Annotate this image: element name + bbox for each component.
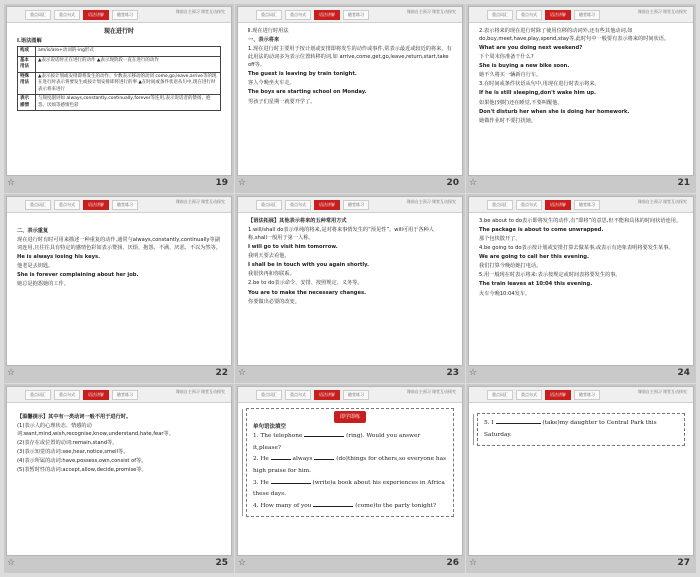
tab-practice[interactable]: 随堂练习 [112,10,138,20]
tab-grammar[interactable]: 语法讲解 [545,200,571,210]
slide-canvas [468,196,694,366]
slide-canvas [237,386,463,556]
tab-practice[interactable]: 随堂练习 [574,390,600,400]
tab-vocab[interactable]: 重点词汇 [256,10,282,20]
tab-grammar[interactable]: 语法讲解 [83,390,109,400]
tab-practice[interactable]: 随堂练习 [112,390,138,400]
slide-thumb-21[interactable] [466,4,696,193]
slide-thumb-24[interactable] [466,194,696,383]
slide-thumb-23[interactable] [235,194,465,383]
slide-canvas [6,196,232,366]
slide-thumb-22[interactable] [4,194,234,383]
star-icon[interactable]: ☆ [238,368,247,378]
tab-grammar[interactable]: 语法讲解 [545,10,571,20]
tab-sentence[interactable]: 重点句式 [285,390,311,400]
slide-thumb-26[interactable] [235,384,465,573]
top-note: 课前自主预习 课堂互动探究 [175,9,225,14]
page-number: 22 [215,368,228,378]
tab-practice[interactable]: 随堂练习 [343,390,369,400]
top-note: 课前自主预习 课堂互动探究 [637,389,687,394]
slide-title: 现在进行时 [103,28,134,35]
tab-practice[interactable]: 随堂练习 [574,10,600,20]
star-icon[interactable]: ☆ [238,558,247,568]
slide-canvas [6,6,232,176]
star-icon[interactable]: ☆ [469,178,478,188]
slide-body: 【温馨提示】其中有一类动词一般不用于进行时。 (1)表示人的心理状态、情感的动词:want,mind,wish,recognise,know,understand,hate,fear等。 (2)表存在或位置的动词:remain,stand等。 (3)表示知觉的动词:see,hear,notice,smell等。 (4)表示所属的动词:have,possess,own,consist of等。 (5)表暂时性的动词:accept,allow,decide,promise等。 [17,414,174,474]
star-icon[interactable]: ☆ [7,558,16,568]
slide-canvas [468,6,694,176]
top-note: 课前自主预习 课堂互动探究 [406,389,456,394]
tab-practice[interactable]: 随堂练习 [343,10,369,20]
slide-tabbar [238,387,462,403]
top-note: 课前自主预习 课堂互动探究 [175,389,225,394]
slide-canvas [468,386,694,556]
tab-sentence[interactable]: 重点句式 [54,200,80,210]
tab-sentence[interactable]: 重点句式 [54,390,80,400]
exercise-item: 5. I (take)my daughter to Central Park this Saturday. [484,420,657,438]
page-number: 23 [446,368,459,378]
top-note: 课前自主预习 课堂互动探究 [637,9,687,14]
answer-blank[interactable] [271,454,291,460]
slide-body: 3.be about to do表示即将发生的动作,有“即将”的意思,但不能和具体的时间状语连用。 The package is about to come unwrapped. 那个包快散开了。 4.be going to do表示按计划或安排打算去做某事,或表示有迹象表明将要发生某事。 We are going to call her this evening. 我们打算今晚给她打电话。 5.用一般现在时表示将来:表示按规定或时间表将要发生的事。 The train leaves at 10:04 this evening. 火车今晚10:04发车。 [479,218,682,297]
exercise-item: 1. The telephone (ring). Would you answer it,please? [253,433,421,451]
exercise-frame [246,408,454,517]
tab-sentence[interactable]: 重点句式 [285,10,311,20]
exercise-item: 4. How many of you (come)to the party tonight? [253,502,437,509]
page-number: 20 [446,178,459,188]
slide-thumb-19[interactable] [4,4,234,193]
exercise-item: 3. He (write)a book about his experiences in Africa these days. [253,479,445,498]
tab-vocab[interactable]: 重点词汇 [487,10,513,20]
exercise-frame [477,413,685,446]
star-icon[interactable]: ☆ [469,368,478,378]
slide-tabbar [238,7,462,23]
tab-grammar[interactable]: 语法讲解 [83,10,109,20]
answer-blank[interactable] [313,501,353,507]
slide-thumb-27[interactable] [466,384,696,573]
slide-tabbar [469,197,693,213]
grammar-table: 构成 am/is/are+动词的-ing形式 基本用法 ▲表示说话时正在进行的动作 ▲表示现阶段一直在进行的动作 特殊用法 ▲表示按计划或安排即将发生的动作；少数表示移动的动词 come,go,leave,arrive等的现在进行时表示将要发生或按计划安排即将进行的事 ▲在时间或条件状语从句中,现在进行时表示将来进行 表示感情 与频度副词如 always,constantly,continually,forever等连用,表示说话者的赞扬、抱怨、厌烦等感情色彩 [17,46,221,111]
page-number: 26 [446,558,459,568]
tab-sentence[interactable]: 重点句式 [54,10,80,20]
slide-tabbar [469,387,693,403]
tab-vocab[interactable]: 重点词汇 [25,390,51,400]
tab-vocab[interactable]: 重点词汇 [487,200,513,210]
tab-vocab[interactable]: 重点词汇 [487,390,513,400]
slide-tabbar [7,387,231,403]
answer-blank[interactable] [496,418,541,424]
answer-blank[interactable] [314,454,334,460]
top-note: 课前自主预习 课堂互动探究 [406,199,456,204]
tab-vocab[interactable]: 重点词汇 [256,200,282,210]
page-number: 19 [215,178,228,188]
slide-body: 2.表示将来的现在进行时除了使用位移的动词外,还有些其他动词,如do,buy,meet,have,play,spend,stay等,此时句中一般要有表示将来的时间状语。 What are you doing next weekend? 下个周末你准备干什么? She is buying a new bike soon. 她不久将买一辆新自行车。 3.在时间或条件状语从句中,用现在进行时表示将来。 If he is still sleeping,don't wake him up. 如果他(到时)还在睡觉,不要叫醒他。 Don't disturb her when she is doing her homework. 她做作业时不要打扰她。 [479,28,670,124]
tab-grammar[interactable]: 语法讲解 [314,390,340,400]
slide-thumb-20[interactable] [235,4,465,193]
slide-body: 【语法拓展】其他表示将来的五种常用方式 1.will/shall do表示单纯的将来,是对将来事情发生的“预见性”。will可用于各种人称,shall一般用于第一人称。 I will go to visit him tomorrow. 我明天要去看他。 I shall be in touch with you again shortly. 我很快再和你联系。 2.be to do表示命令、安排、按照规定、义务等。 You are to make the necessary changes. 你要做出必要的改变。 [248,218,434,305]
slide-tabbar [469,7,693,23]
page-number: 25 [215,558,228,568]
star-icon[interactable]: ☆ [469,558,478,568]
top-note: 课前自主预习 课堂互动探究 [406,9,456,14]
answer-blank[interactable] [304,431,344,437]
slide-tabbar [7,197,231,213]
star-icon[interactable]: ☆ [238,178,247,188]
tab-grammar[interactable]: 语法讲解 [314,200,340,210]
tab-vocab[interactable]: 重点词汇 [25,10,51,20]
tab-sentence[interactable]: 重点句式 [516,10,542,20]
top-note: 课前自主预习 课堂互动探究 [175,199,225,204]
slide-thumb-25[interactable] [4,384,234,573]
tab-sentence[interactable]: 重点句式 [285,200,311,210]
tab-vocab[interactable]: 重点词汇 [256,390,282,400]
tab-practice[interactable]: 随堂练习 [112,200,138,210]
section-heading: Ⅰ.语法图解 [17,38,42,45]
slide-canvas [6,386,232,556]
answer-blank[interactable] [271,478,311,484]
slide-canvas [237,6,463,176]
tab-sentence[interactable]: 重点句式 [516,390,542,400]
practice-badge: 即学即练 [334,411,366,423]
tab-grammar[interactable]: 语法讲解 [83,200,109,210]
slide-body: 二、表示重复 现在进行时有时可用来描述一种重复的动作,通常与always,constantly,continually等副词连用,且往往具有特定的感情色彩如表示赞扬、厌烦、抱怨、不满、厌恶、不以为然等。 He is always losing his keys. 他老是丢钥匙。 She is forever complaining about her job. 她总是抱怨她的工作。 [17,228,221,288]
slide-tabbar [7,7,231,23]
slide-body: Ⅱ.现在进行时用法 一、表示将来 1.现在进行时主要用于按计划或安排即将发生的动作或事件,常表示最近或较近的将来。有此用法的动词多为表示位置转移的词,如 arrive,come,get,go,leave,return,start,take off等。 The guest is leaving by train tonight. 客人今晚坐火车走。 The boys are starting school on Monday. 男孩子们星期一就要开学了。 [248,28,452,105]
tab-grammar[interactable]: 语法讲解 [545,390,571,400]
slide-tabbar [238,197,462,213]
slide-canvas [237,196,463,366]
slide-grid [4,4,696,573]
exercise-heading: 单句语法填空 [253,423,287,430]
page-number: 24 [677,368,690,378]
tab-grammar[interactable]: 语法讲解 [314,10,340,20]
page-number: 27 [677,558,690,568]
exercise-item: 2. He always (do)things for others,so everyone has high praise for him. [253,456,447,475]
tab-practice[interactable]: 随堂练习 [343,200,369,210]
star-icon[interactable]: ☆ [7,368,16,378]
binder-rail [242,409,248,516]
tab-practice[interactable]: 随堂练习 [574,200,600,210]
top-note: 课前自主预习 课堂互动探究 [637,199,687,204]
tab-vocab[interactable]: 重点词汇 [25,200,51,210]
tab-sentence[interactable]: 重点句式 [516,200,542,210]
star-icon[interactable]: ☆ [7,178,16,188]
binder-rail [473,414,479,445]
page-number: 21 [677,178,690,188]
